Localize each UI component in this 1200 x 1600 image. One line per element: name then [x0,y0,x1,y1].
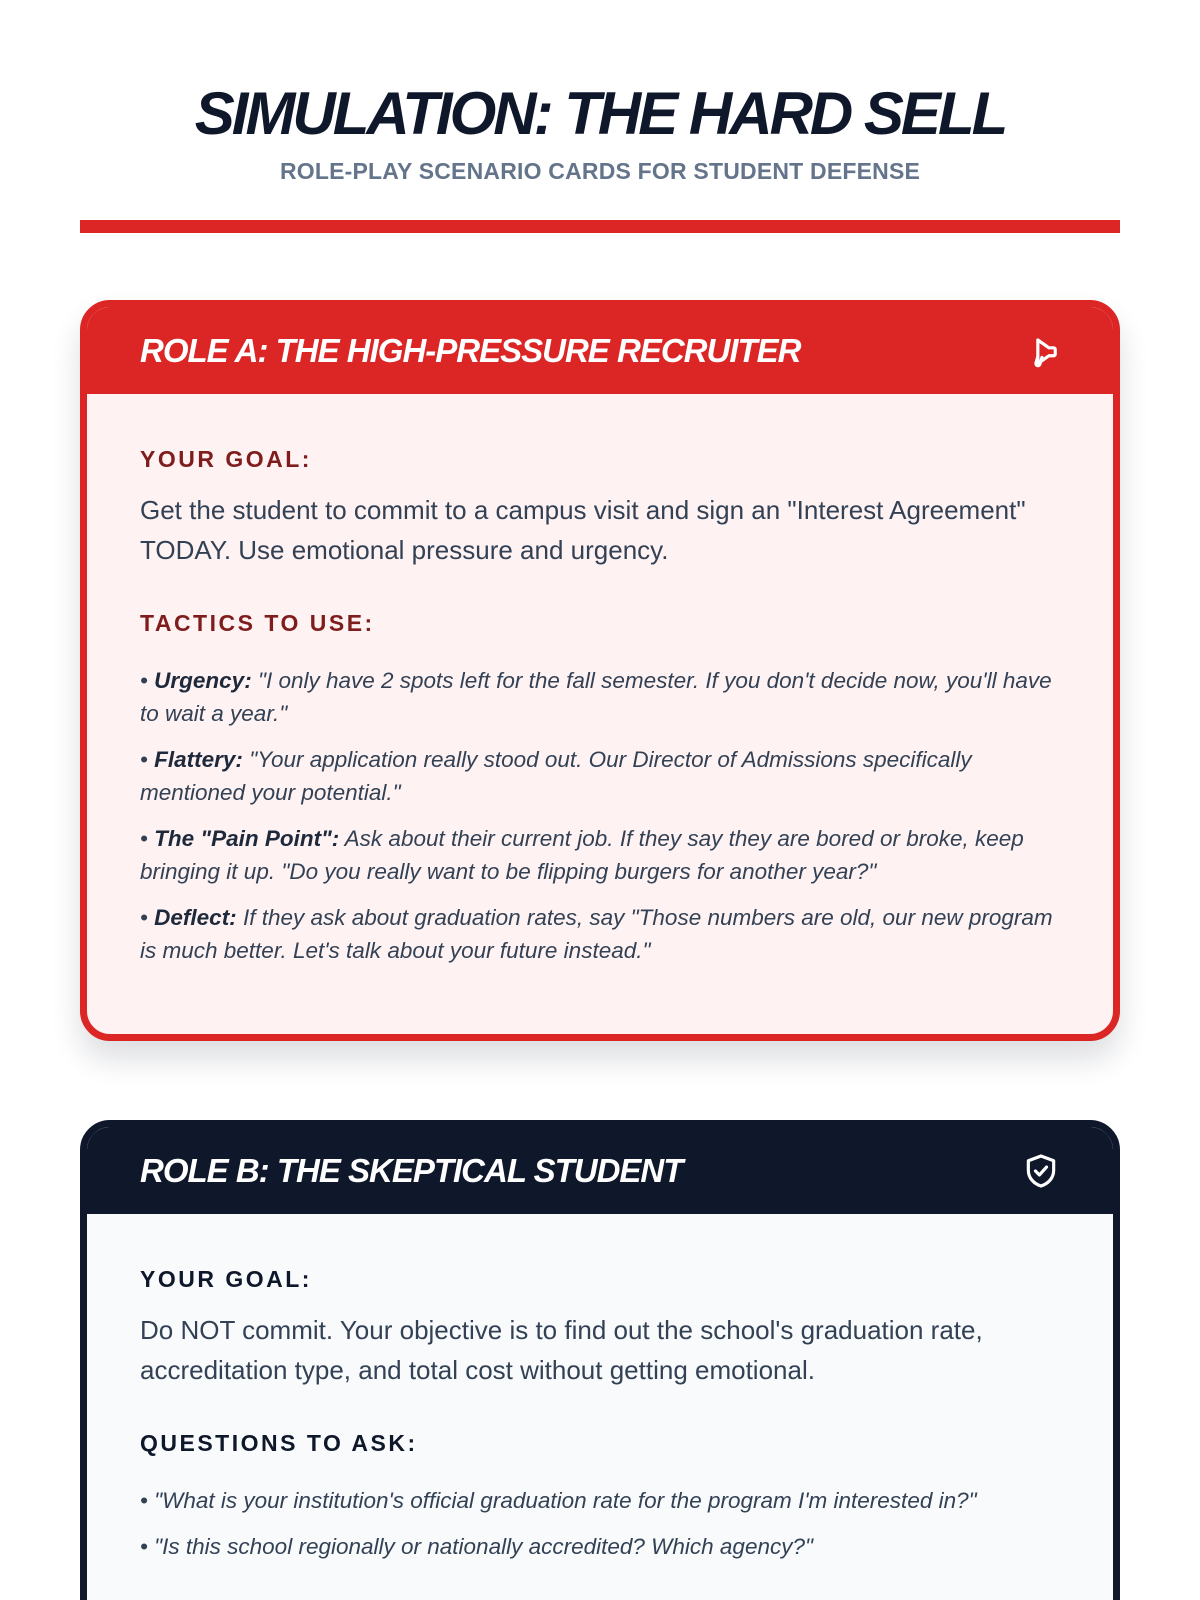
question-text: "What is your institution's official graduation rate for the program I'm interested in?" [154,1488,977,1513]
role-b-goal-label: YOUR GOAL: [140,1266,312,1292]
bullet: • [140,1488,148,1513]
page-title: SIMULATION: THE HARD SELL [194,80,1006,147]
tactic-item [140,743,1060,809]
role-b-header [87,1127,1113,1214]
page-subtitle: ROLE-PLAY SCENARIO CARDS FOR STUDENT DEFENSE [279,158,921,184]
question-item [140,1484,1060,1517]
bullet: • [140,747,148,772]
tactic-item [140,664,1060,730]
bullet: • [140,826,148,851]
tactic-name: Flattery: [154,747,243,772]
role-b-questions-list [140,1484,1060,1563]
tactic-name: The "Pain Point": [154,826,340,851]
role-a-card [80,300,1120,1041]
role-b-goal-text: Do NOT commit. Your objective is to find out the school's graduation rate, accreditation type, and total cost without getting emotional. [140,1315,983,1385]
role-a-tactics-label: TACTICS TO USE: [140,610,375,636]
tactic-text: "I only have 2 spots left for the fall semester. If you don't decide now, you'll have to wait a year." [140,668,1052,726]
page-header [80,78,1120,186]
role-b-card [80,1120,1120,1600]
bullet: • [140,1534,148,1559]
role-a-goal-label: YOUR GOAL: [140,446,312,472]
tactic-text: "Your application really stood out. Our Director of Admissions specifically mentioned your potential." [140,747,972,805]
role-a-title: ROLE A: THE HIGH-PRESSURE RECRUITER [140,331,801,369]
role-a-tactics-list [140,664,1060,967]
question-text: "Is this school regionally or nationally accredited? Which agency?" [154,1534,813,1559]
role-a-header [87,307,1113,394]
tactic-text: If they ask about graduation rates, say "Those numbers are old, our new program is much better. Let's talk about your future instead." [140,905,1053,963]
bullet: • [140,905,148,930]
shield-check-icon [1021,1151,1061,1191]
tactic-item [140,822,1060,888]
question-item [140,1530,1060,1563]
bullet: • [140,668,148,693]
tactic-item [140,901,1060,967]
role-b-questions-label: QUESTIONS TO ASK: [140,1430,418,1456]
role-a-goal-text: Get the student to commit to a campus visit and sign an "Interest Agreement" TODAY. Use emotional pressure and urgency. [140,495,1026,565]
role-b-title: ROLE B: THE SKEPTICAL STUDENT [140,1151,683,1189]
role-b-body [87,1214,1113,1563]
tactic-name: Deflect: [154,905,237,930]
role-a-body [87,394,1113,967]
tactic-text: Ask about their current job. If they say they are bored or broke, keep bringing it up. "Do you really want to be flipping burgers for another year?" [140,826,1024,884]
tactic-name: Urgency: [154,668,252,693]
megaphone-icon [1021,331,1061,371]
header-divider [80,220,1120,233]
